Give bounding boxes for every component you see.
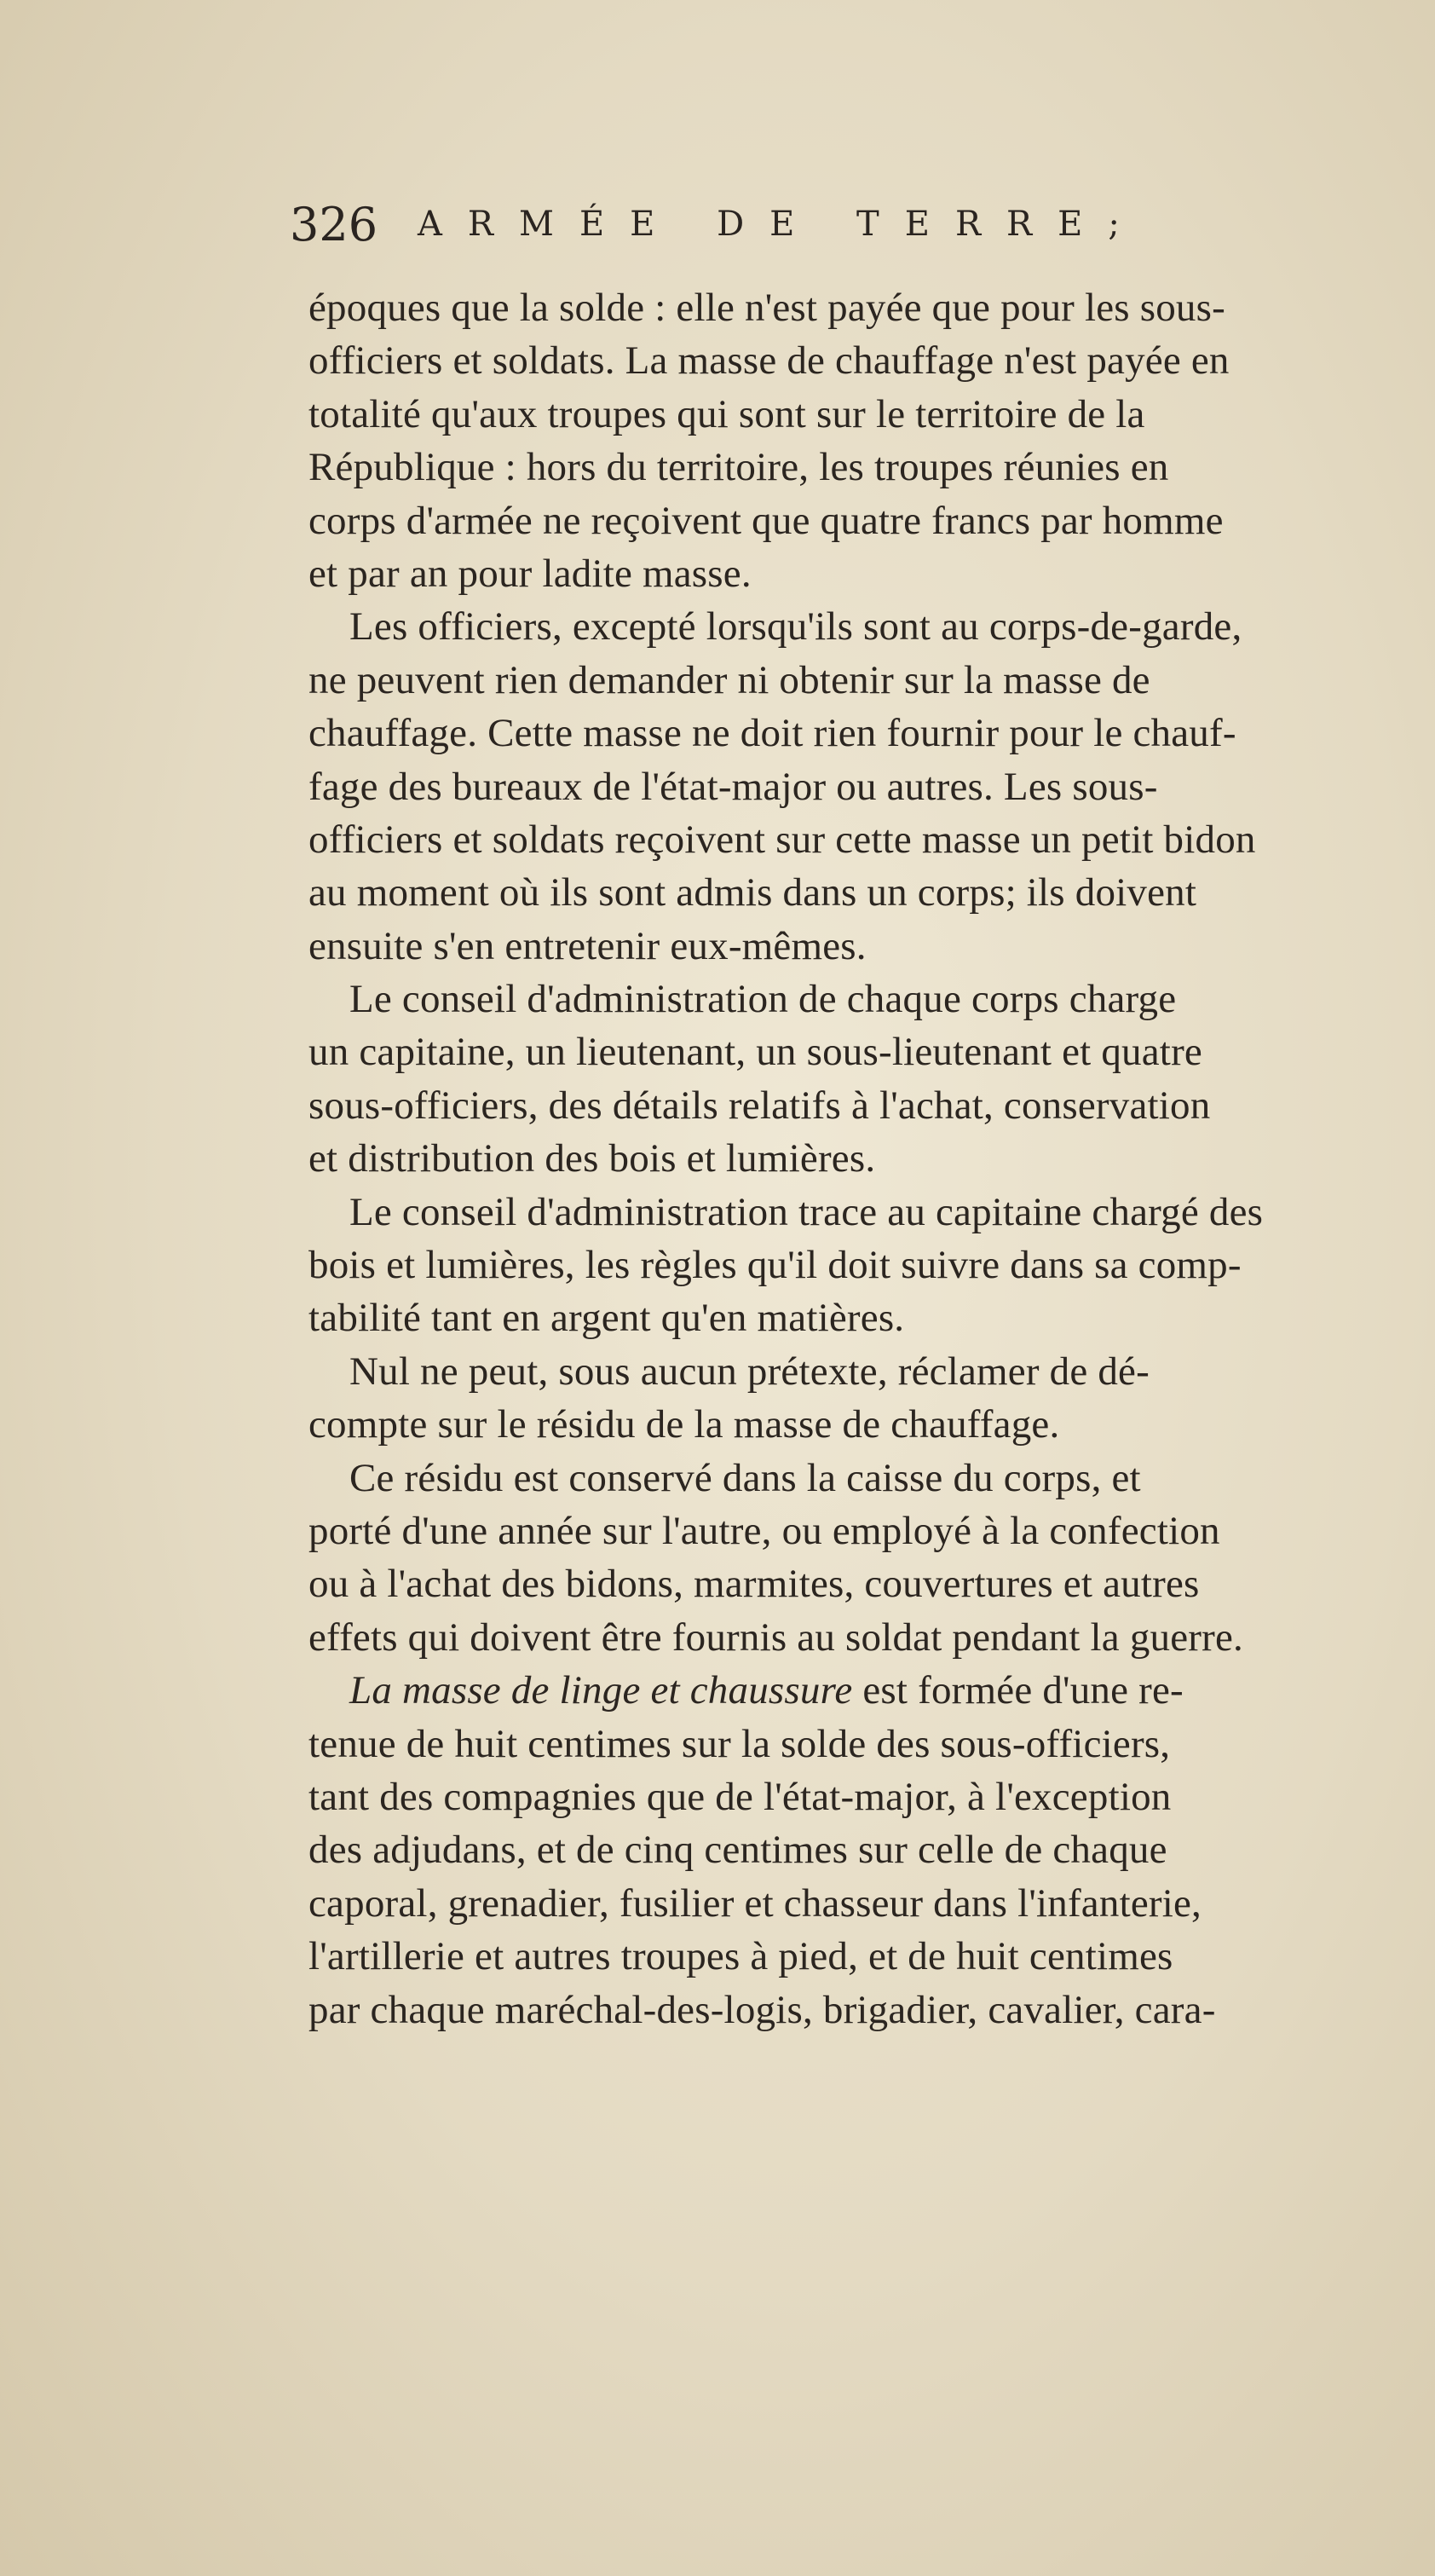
text-line: tabilité tant en argent qu'en matières. [308,1296,905,1341]
text-line: Les officiers, excepté lorsqu'ils sont au corps-de-garde, [349,604,1242,650]
text-line: corps d'armée ne reçoivent que quatre francs par homme [308,498,1224,543]
text-line: officiers et soldats. La masse de chauffage n'est payée en [308,338,1230,384]
text-line: ou à l'achat des bidons, marmites, couvertures et autres [308,1562,1200,1607]
text-line: tenue de huit centimes sur la solde des sous-officiers, [308,1721,1171,1766]
text-line: Le conseil d'administration de chaque corps charge [349,977,1177,1022]
text-line-rest: est formée d'une re- [862,1668,1184,1713]
italic-heading: La masse de linge et chaussure [349,1668,853,1713]
text-line: époques que la solde : elle n'est payée que pour les sous- [308,286,1225,330]
text-line: totalité qu'aux troupes qui sont sur le territoire de la [308,391,1145,436]
text-line: Ce résidu est conservé dans la caisse du corps, et [349,1455,1141,1500]
text-line: des adjudans, et de cinq centimes sur celle de chaque [308,1828,1167,1873]
text-line: ensuite s'en entretenir eux-mêmes. [308,923,867,968]
text-line: sous-officiers, des détails relatifs à l'achat, conservation [308,1083,1211,1128]
text-line: compte sur le résidu de la masse de chauffage. [308,1402,1060,1447]
text-line: chauffage. Cette masse ne doit rien fournir pour le chauf- [308,711,1236,756]
text-line: et par an pour ladite masse. [308,551,752,596]
text-line: Nul ne peut, sous aucun prétexte, réclamer de dé- [349,1349,1150,1394]
text-line: ne peuvent rien demander ni obtenir sur la masse de [308,657,1150,702]
text-line: officiers et soldats reçoivent sur cette masse un petit bidon [308,817,1256,862]
text-line: au moment où ils sont admis dans un corps; ils doivent [308,870,1197,915]
text-line: Le conseil d'administration trace au capitaine chargé des [349,1189,1264,1234]
text-line: l'artillerie et autres troupes à pied, et de huit centimes [308,1934,1173,1979]
running-title: ARMÉE DE TERRE; [418,205,1145,244]
page-number: 326 [290,198,378,251]
text-line: un capitaine, un lieutenant, un sous-lieutenant et quatre [308,1030,1202,1075]
text-line: fage des bureaux de l'état-major ou autres. Les sous- [308,764,1158,809]
text-line: République : hors du territoire, les troupes réunies en [308,445,1169,490]
text-line: par chaque maréchal-des-logis, brigadier, cavalier, cara- [308,1987,1216,2032]
text-line-with-emphasis [308,1664,1433,1717]
page-header [290,198,1380,266]
text-line: bois et lumières, les règles qu'il doit suivre dans sa comp- [308,1243,1242,1288]
text-line: porté d'une année sur l'autre, ou employé à la confection [308,1508,1220,1553]
text-line: et distribution des bois et lumières. [308,1136,876,1181]
text-line: effets qui doivent être fournis au soldat pendant la guerre. [308,1614,1243,1660]
text-line: tant des compagnies que de l'état-major, à l'exception [308,1774,1172,1819]
text-line: caporal, grenadier, fusilier et chasseur dans l'infanterie, [308,1880,1202,1926]
body-text [308,281,1433,2036]
